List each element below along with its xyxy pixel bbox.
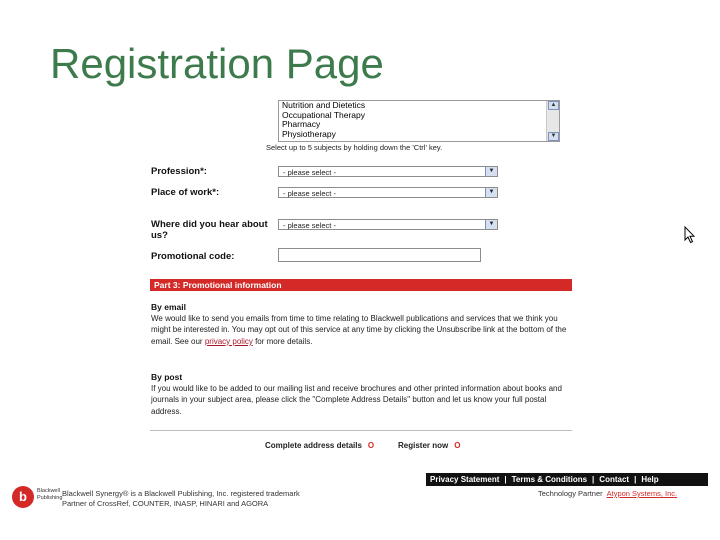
scroll-down-icon[interactable]: ▼ <box>548 132 559 141</box>
by-email-tail: for more details. <box>255 336 313 346</box>
list-item[interactable]: Pharmacy <box>282 119 321 129</box>
technology-partner <box>538 489 677 498</box>
register-now-label: Register now <box>398 441 449 450</box>
list-item[interactable]: Occupational Therapy <box>282 109 366 120</box>
register-now-button[interactable] <box>398 441 460 450</box>
complete-address-label: Complete address details <box>265 441 362 450</box>
place-of-work-select[interactable] <box>278 187 498 198</box>
partner-link[interactable]: Atypon Systems, Inc. <box>606 489 678 498</box>
chevron-down-icon[interactable]: ▼ <box>485 220 497 229</box>
privacy-statement-link[interactable]: Privacy Statement <box>430 475 500 484</box>
footer-line-1: Blackwell Synergy® is a Blackwell Publishing, Inc. registered trademark <box>62 489 300 498</box>
contact-link[interactable]: Contact <box>599 475 630 484</box>
privacy-policy-link[interactable]: privacy policy <box>204 336 253 346</box>
subjects-listbox[interactable] <box>278 100 560 142</box>
section-header: Part 3: Promotional information <box>150 279 572 291</box>
by-post-text: If you would like to be added to our mailing list and receive brochures and other printed information about books and journals in your subject area, please click the "Complete Address Details" button and let us know your full postal address. <box>151 384 562 416</box>
page-title: Registration Page <box>50 40 384 87</box>
footer-line-2: Partner of CrossRef, COUNTER, INASP, HINARI and AGORA <box>62 499 269 508</box>
help-link[interactable]: Help <box>641 475 659 484</box>
footer-separator: | <box>504 475 507 484</box>
footer-separator: | <box>634 475 637 484</box>
footer-text <box>62 489 300 509</box>
by-post-heading: By post <box>151 372 183 382</box>
subjects-hint: Select up to 5 subjects by holding down the 'Ctrl' key. <box>266 143 443 152</box>
arrow-icon: O <box>367 441 375 450</box>
list-item[interactable]: Physiotherapy <box>282 128 336 139</box>
by-email-text <box>151 313 571 347</box>
mouse-cursor-icon <box>684 226 696 244</box>
by-email-body: We would like to send you emails from time to time relating to Blackwell publications and services that we think you might be interested in. You may opt out of this service at any time by clicking the Unsubscribe link at the bottom of the email. See our <box>151 314 567 346</box>
chevron-down-icon[interactable]: ▼ <box>485 167 497 176</box>
promo-code-label: Promotional code: <box>151 251 235 262</box>
by-email-heading: By email <box>151 302 186 312</box>
profession-label: Profession*: <box>151 166 207 177</box>
list-item[interactable]: Nutrition and Dietetics <box>282 100 366 110</box>
listbox-scrollbar[interactable] <box>546 101 559 141</box>
promo-code-input[interactable] <box>278 248 481 262</box>
arrow-icon: O <box>454 441 461 450</box>
complete-address-button[interactable] <box>265 441 374 450</box>
footer-links-bar <box>426 473 708 486</box>
chevron-down-icon[interactable]: ▼ <box>485 188 497 197</box>
partner-label: Technology Partner <box>538 489 603 498</box>
blackwell-logo-icon: b <box>12 486 34 508</box>
place-of-work-value: - please select - <box>283 189 336 198</box>
terms-link[interactable]: Terms & Conditions <box>511 475 588 484</box>
heard-about-select[interactable] <box>278 219 498 230</box>
profession-select[interactable] <box>278 166 498 177</box>
heard-about-value: - please select - <box>283 221 336 230</box>
profession-value: - please select - <box>283 168 336 177</box>
divider <box>150 430 572 431</box>
heard-about-label: Where did you hear about us? <box>151 219 268 241</box>
scroll-up-icon[interactable]: ▲ <box>548 101 559 110</box>
publisher-name: Blackwell Publishing <box>37 488 63 501</box>
footer-separator: | <box>592 475 595 484</box>
place-of-work-label: Place of work*: <box>151 187 220 198</box>
